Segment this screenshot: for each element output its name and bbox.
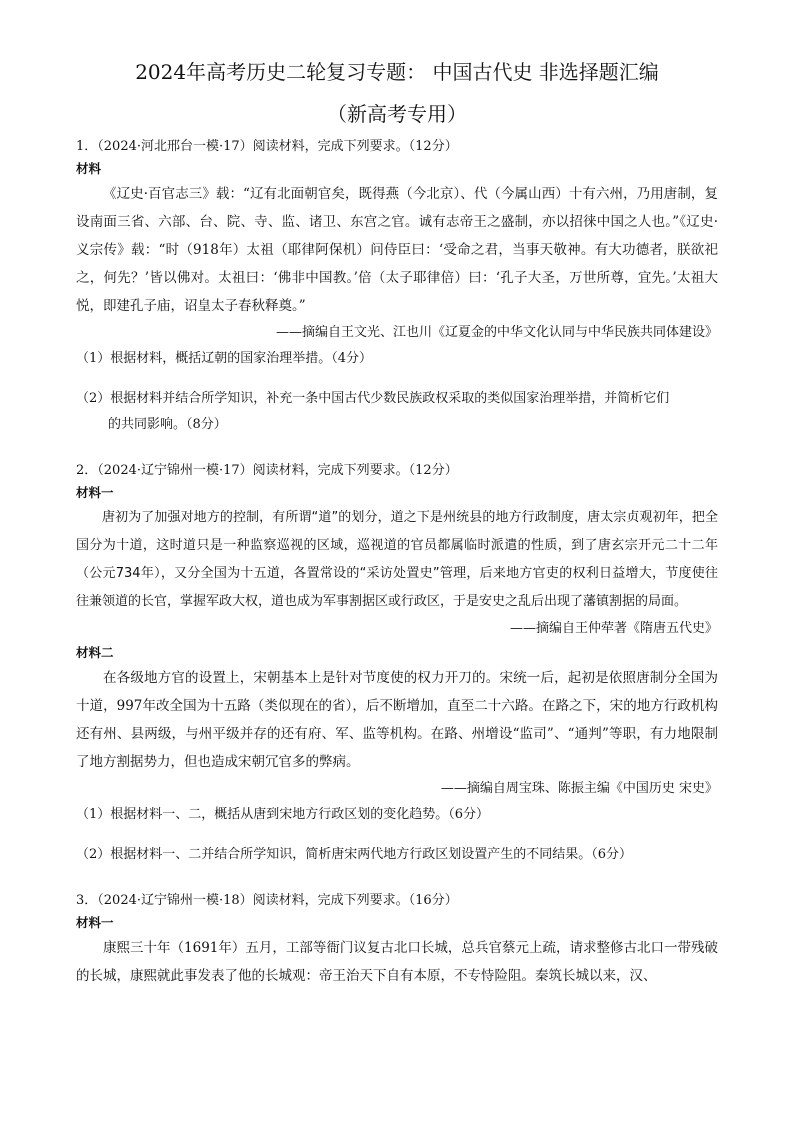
question-2-sub-2: （2）根据材料一、二并结合所学知识，简析唐宋两代地方行政区划设置产生的不同结果。（6分）	[76, 847, 633, 862]
question-3	[76, 890, 718, 990]
question-1-material-text: 《辽史·百官志三》载：“辽有北面朝官矣，既得燕（今北京）、代（今属山西）十有六州，乃用唐制，复设南面三省、六部、台、院、寺、监、诸卫、东宫之官。诚有志帝王之盛制，亦以招徕中国之人也。”《辽史·义宗传》载：“时（918年）太祖（耶律阿保机）问侍臣曰：‘受命之君，当事天敬神。有大功德者，朕欲祀之，何先？’皆以佛对。太祖曰：‘佛非中国教。’倍（太子耶律倍）曰：‘孔子大圣，万世所尊，宜先。’太祖大悦，即建孔子庙，诏皇太子春秋释奠。”	[76, 186, 718, 314]
question-1-source: ——摘编自王文光、江也川《辽夏金的中华文化认同与中华民族共同体建设》	[275, 325, 718, 340]
document-page	[76, 56, 718, 990]
question-2-sub-1: （1）根据材料一、二，概括从唐到宋地方行政区划的变化趋势。（6分）	[76, 807, 490, 822]
document-title: 2024年高考历史二轮复习专题： 中国古代史 非选择题汇编	[135, 60, 659, 84]
question-1-heading: 1．（2024·河北邢台一模·17）阅读材料，完成下列要求。（12分）	[76, 139, 458, 154]
question-3-heading: 3．（2024·辽宁锦州一模·18）阅读材料，完成下列要求。（16分）	[76, 893, 458, 908]
question-1-sub-2	[76, 386, 718, 438]
question-1	[76, 136, 718, 438]
question-2-material-1-label: 材料一	[76, 485, 114, 500]
question-1-material-label: 材料	[76, 161, 102, 176]
question-2	[76, 460, 718, 868]
question-1-sub-2-line-2: 的共同影响。（8分）	[108, 417, 227, 432]
document-subtitle: （新高考专用）	[327, 102, 467, 126]
question-2-material-2-text: 在各级地方官的设置上，宋朝基本上是针对节度使的权力开刀的。宋统一后，起初是依照唐制分全国为十道，997年改全国为十五路（类似现在的省），后不断增加，直至二十六路。在路之下，宋的地方行政机构还有州、县两级，与州平级并存的还有府、军、监等机构。在路、州增设“监司”、“通判”等职，有力地限制了地方割据势力，但也造成宋朝冗官多的弊病。	[76, 670, 718, 770]
question-1-sub-2-line-1: （2）根据材料并结合所学知识，补充一条中国古代少数民族政权采取的类似国家治理举措，并简析它们	[76, 391, 670, 406]
question-2-source-2: ——摘编自周宝珠、陈振主编《中国历史 宋史》	[440, 781, 718, 796]
question-3-material-1-label: 材料一	[76, 915, 114, 930]
question-1-sub-1: （1）根据材料，概括辽朝的国家治理举措。（4分）	[76, 351, 373, 366]
question-2-material-2-label: 材料二	[76, 645, 114, 660]
question-2-material-1-text: 唐初为了加强对地方的控制，有所谓“道”的划分，道之下是州统县的地方行政制度，唐太宗贞观初年，把全国分为十道，这时道只是一种监察巡视的区域，巡视道的官员都属临时派遣的性质，到了唐玄宗开元二十二年（公元734年），又分全国为十五道，各置常设的“采访处置史”管理，后来地方官吏的权利日益增大，节度使往往兼领道的长官，掌握军政大权，道也成为军事割据区或行政区，于是安史之乱后出现了藩镇割据的局面。	[76, 510, 718, 609]
question-2-source-1: ——摘编自王仲荦著《隋唐五代史》	[509, 621, 718, 636]
question-2-heading: 2．（2024·辽宁锦州一模·17）阅读材料，完成下列要求。（12分）	[76, 463, 458, 478]
question-3-material-1-text: 康熙三十年（1691年）五月，工部等衙门议复古北口长城，总兵官蔡元上疏，请求整修古北口一带残破的长城，康熙就此事发表了他的长城观：帝王治天下自有本原，不专恃险阻。秦筑长城以来，汉、	[76, 940, 718, 984]
